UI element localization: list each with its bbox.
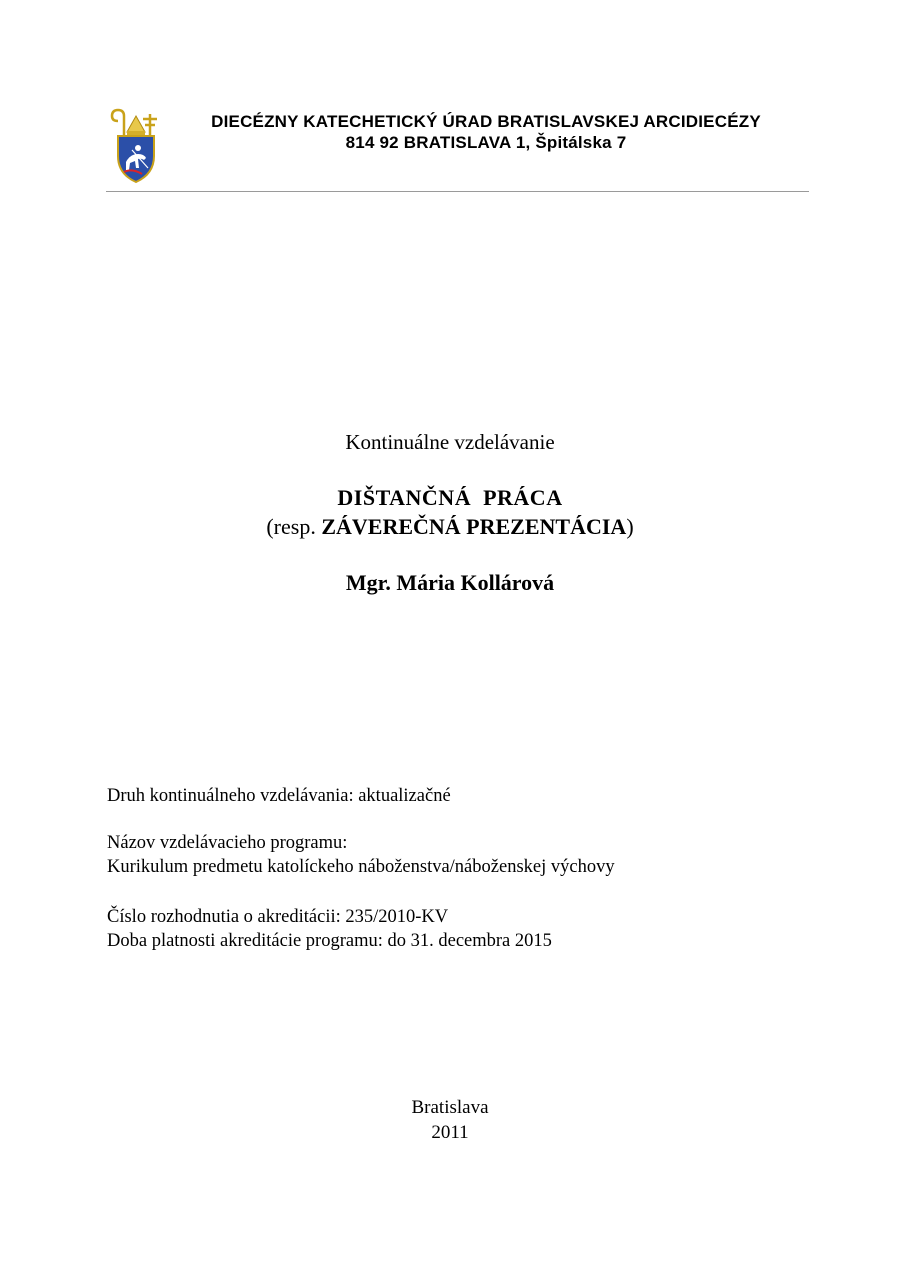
program-label: Názov vzdelávacieho programu: [107,833,348,853]
title-alt-suffix: ) [626,514,634,539]
title-alt-prefix: (resp. [266,514,322,539]
accreditation-validity-line: Doba platnosti akreditácie programu: do 31. decembra 2015 [107,931,552,951]
education-type-line: Druh kontinuálneho vzdelávania: aktualizačné [107,786,451,806]
accreditation-decision-line: Číslo rozhodnutia o akreditácii: 235/2010-KV [107,907,449,927]
organization-address: 814 92 BRATISLAVA 1, Špitálska 7 [345,133,627,152]
program-name: Kurikulum predmetu katolíckeho náboženstva/náboženskej výchovy [107,857,615,877]
footer-city: Bratislava [411,1097,489,1118]
document-title-alternative [0,514,900,540]
footer-year: 2011 [431,1122,469,1143]
header-divider [106,191,809,192]
diocese-coat-of-arms-icon [108,108,164,184]
document-subtitle: Kontinuálne vzdelávanie [345,430,555,454]
organization-name: DIECÉZNY KATECHETICKÝ ÚRAD BRATISLAVSKEJ ARCIDIECÉZY [211,112,761,131]
document-title: DIŠTANČNÁ PRÁCA [337,485,563,510]
author-name: Mgr. Mária Kollárová [345,570,555,595]
letterhead [106,106,809,192]
title-alt-bold: ZÁVEREČNÁ PREZENTÁCIA [321,514,627,539]
